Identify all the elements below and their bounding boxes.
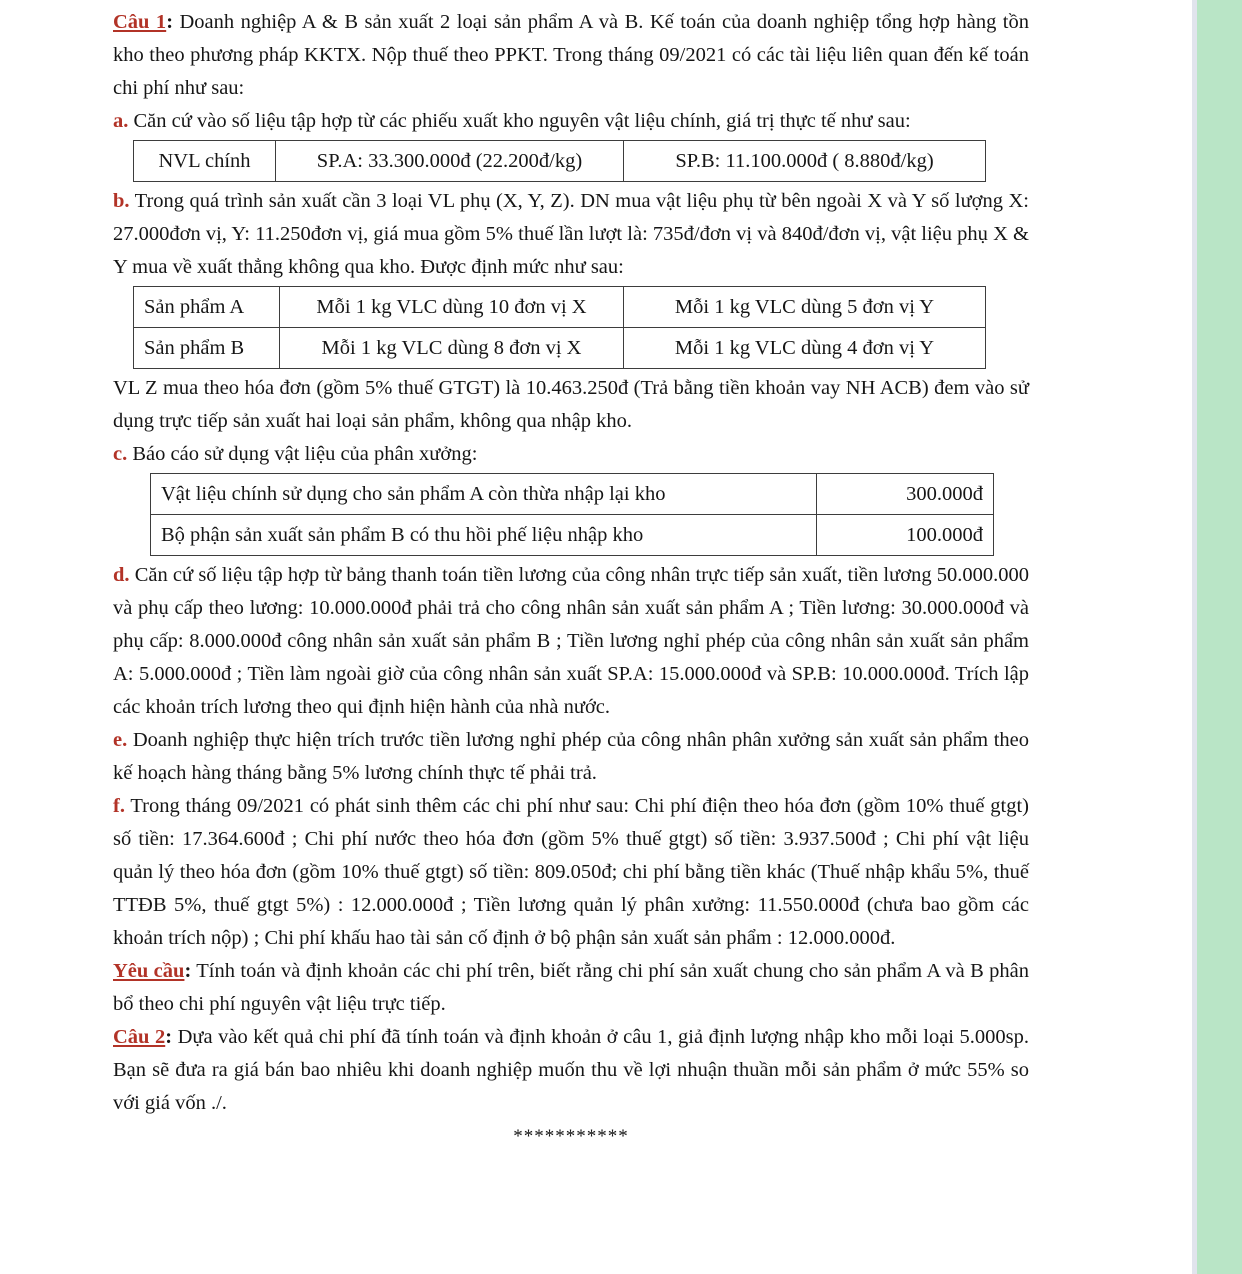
section-a-marker: a.	[113, 110, 129, 132]
paragraph-b	[113, 185, 1029, 284]
paragraph-yeu-cau	[113, 955, 1029, 1021]
nvl-label-cell: NVL chính	[134, 141, 276, 182]
baocao-amount-cell: 300.000đ	[817, 474, 994, 515]
section-e-marker: e.	[113, 729, 128, 751]
paragraph-cau1	[113, 6, 1029, 105]
paragraph-cau2	[113, 1021, 1029, 1120]
section-f-marker: f.	[113, 795, 125, 817]
section-c-marker: c.	[113, 443, 128, 465]
nvl-spa-cell: SP.A: 33.300.000đ (22.200đ/kg)	[276, 141, 624, 182]
dinhmuc-x-cell: Mỗi 1 kg VLC dùng 8 đơn vị X	[280, 328, 624, 369]
cau2-heading: Câu 2	[113, 1026, 166, 1048]
dinhmuc-product-cell: Sản phẩm A	[134, 287, 280, 328]
cau2-text: Dựa vào kết quả chi phí đã tính toán và định khoản ở câu 1, giả định lượng nhập kho mỗi loại 5.000sp. Bạn sẽ đưa ra giá bán bao nhiêu khi doanh nghiệp muốn thu về lợi nhuận thuần mỗi sản phẩm ở mức 55% so với giá vốn ./.	[113, 1026, 1029, 1114]
paragraph-c	[113, 438, 1029, 471]
table-dinh-muc	[133, 286, 986, 369]
table-row	[134, 287, 986, 328]
section-b-marker: b.	[113, 190, 130, 212]
yeucau-colon: :	[184, 960, 192, 982]
table-row	[151, 515, 994, 556]
table-nvl-chinh	[133, 140, 986, 182]
baocao-amount-cell: 100.000đ	[817, 515, 994, 556]
paragraph-e	[113, 724, 1029, 790]
footer-asterisks: ***********	[513, 1126, 629, 1147]
cau2-colon: :	[165, 1026, 173, 1048]
cau1-heading: Câu 1	[113, 11, 167, 33]
dinhmuc-y-cell: Mỗi 1 kg VLC dùng 5 đơn vị Y	[624, 287, 986, 328]
table-row	[151, 474, 994, 515]
paragraph-a	[113, 105, 1029, 138]
cau1-colon: :	[166, 11, 174, 33]
yeucau-text: Tính toán và định khoản các chi phí trên, biết rằng chi phí sản xuất chung cho sản phẩm A và B phân bổ theo chi phí nguyên vật liệu trực tiếp.	[113, 960, 1029, 1015]
paragraph-f	[113, 790, 1029, 955]
section-d-text: Căn cứ số liệu tập hợp từ bảng thanh toán tiền lương của công nhân trực tiếp sản xuất, tiền lương 50.000.000 và phụ cấp theo lương: 10.000.000đ phải trả cho công nhân sản xuất sản phẩm A ; Tiền lương: 30.000.000đ và phụ cấp: 8.000.000đ công nhân sản xuất sản phẩm B ; Tiền lương nghỉ phép của công nhân sản xuất sản phẩm A: 5.000.000đ ; Tiền làm ngoài giờ của công nhân sản xuất SP.A: 15.000.000đ và SP.B: 10.000.000đ. Trích lập các khoản trích lương theo qui định hiện hành của nhà nước.	[113, 564, 1030, 718]
section-a-text: Căn cứ vào số liệu tập hợp từ các phiếu xuất kho nguyên vật liệu chính, giá trị thực tế như sau:	[133, 110, 911, 132]
paragraph-vl-z	[113, 372, 1029, 438]
dinhmuc-y-cell: Mỗi 1 kg VLC dùng 4 đơn vị Y	[624, 328, 986, 369]
document-body	[113, 6, 1029, 1153]
section-c-text: Báo cáo sử dụng vật liệu của phân xưởng:	[132, 443, 478, 465]
vl-z-text: VL Z mua theo hóa đơn (gồm 5% thuế GTGT) là 10.463.250đ (Trả bằng tiền khoản vay NH ACB) đem vào sử dụng trực tiếp sản xuất hai loại sản phẩm, không qua nhập kho.	[113, 377, 1029, 432]
baocao-desc-cell: Vật liệu chính sử dụng cho sản phẩm A còn thừa nhập lại kho	[151, 474, 817, 515]
section-d-marker: d.	[113, 564, 130, 586]
cau1-text: Doanh nghiệp A & B sản xuất 2 loại sản phẩm A và B. Kế toán của doanh nghiệp tổng hợp hàng tồn kho theo phương pháp KKTX. Nộp thuế theo PPKT. Trong tháng 09/2021 có các tài liệu liên quan đến kế toán chi phí như sau:	[113, 11, 1030, 99]
nvl-spb-cell: SP.B: 11.100.000đ ( 8.880đ/kg)	[624, 141, 986, 182]
section-b-text: Trong quá trình sản xuất cần 3 loại VL phụ (X, Y, Z). DN mua vật liệu phụ từ bên ngoài X và Y số lượng X: 27.000đơn vị, Y: 11.250đơn vị, giá mua gồm 5% thuế lần lượt là: 735đ/đơn vị và 840đ/đơn vị, vật liệu phụ X & Y mua về xuất thẳng không qua kho. Được định mức như sau:	[113, 190, 1029, 278]
dinhmuc-x-cell: Mỗi 1 kg VLC dùng 10 đơn vị X	[280, 287, 624, 328]
table-bao-cao	[150, 473, 994, 556]
section-e-text: Doanh nghiệp thực hiện trích trước tiền lương nghỉ phép của công nhân phân xưởng sản xuất sản phẩm theo kế hoạch hàng tháng bằng 5% lương chính thực tế phải trả.	[113, 729, 1030, 784]
baocao-desc-cell: Bộ phận sản xuất sản phẩm B có thu hồi phế liệu nhập kho	[151, 515, 817, 556]
yeucau-heading: Yêu cầu	[113, 960, 185, 982]
paragraph-d	[113, 559, 1029, 724]
dinhmuc-product-cell: Sản phẩm B	[134, 328, 280, 369]
section-f-text: Trong tháng 09/2021 có phát sinh thêm các chi phí như sau: Chi phí điện theo hóa đơn (gồm 10% thuế gtgt) số tiền: 17.364.600đ ; Chi phí nước theo hóa đơn (gồm 5% thuế gtgt) số tiền: 3.937.500đ ; Chi phí vật liệu quản lý theo hóa đơn (gồm 10% thuế gtgt) số tiền: 809.050đ; chi phí bằng tiền khác (Thuế nhập khẩu 5%, thuế TTĐB 5%, thuế gtgt 5%) : 12.000.000đ ; Tiền lương quản lý phân xưởng: 11.550.000đ (chưa bao gồm các khoản trích nộp) ; Chi phí khấu hao tài sản cố định ở bộ phận sản xuất sản phẩm : 12.000.000đ.	[113, 795, 1029, 949]
green-side-stripe	[1197, 0, 1242, 1274]
table-row	[134, 141, 986, 182]
table-row	[134, 328, 986, 369]
